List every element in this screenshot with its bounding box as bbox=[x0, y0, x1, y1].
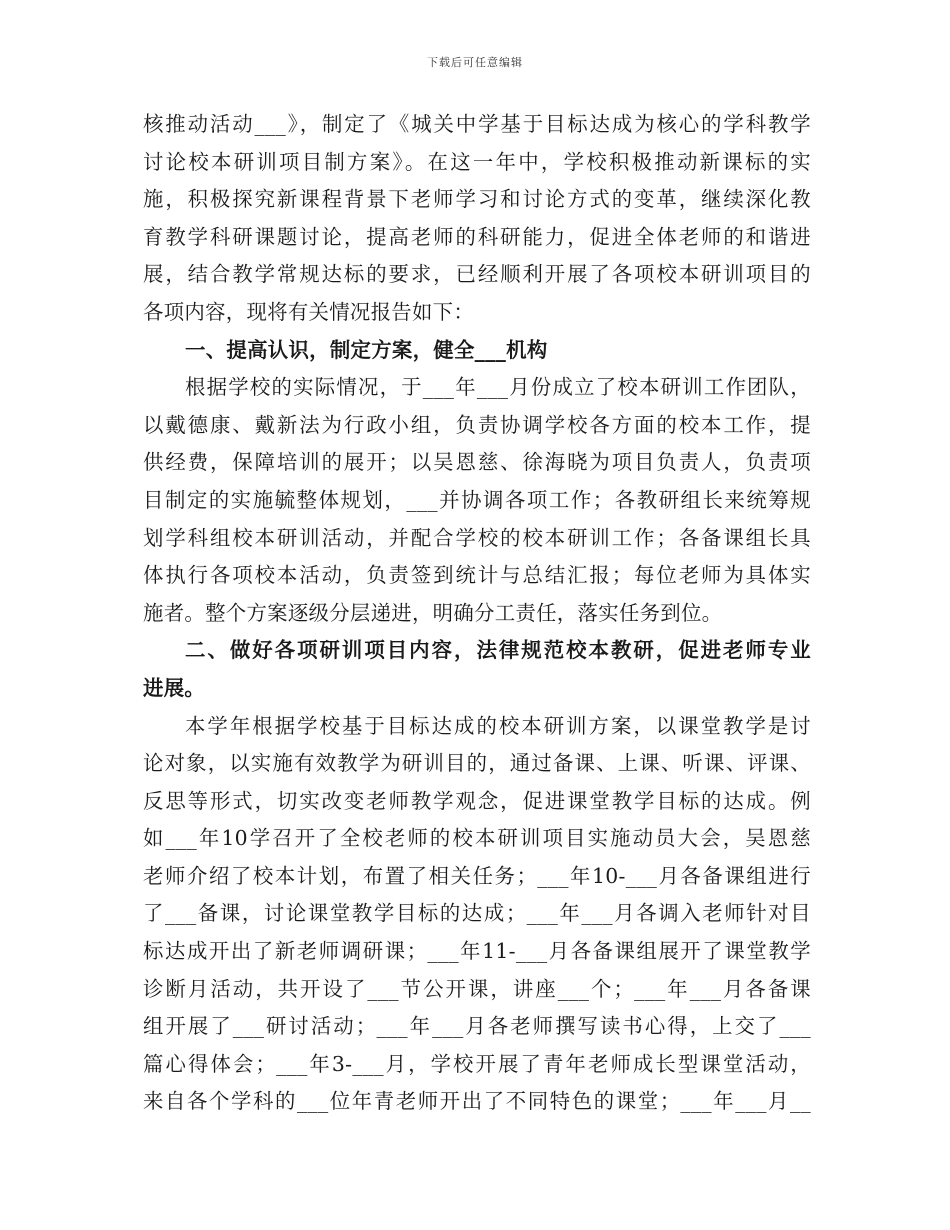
section-heading-line: 进展。 bbox=[143, 675, 206, 700]
paragraph-line: 标达成开出了新老师调研课；___年11-___月各备课组展开了课堂教学 bbox=[143, 939, 811, 964]
paragraph-line: 组开展了___研讨活动；___年___月各老师撰写读书心得，上交了___ bbox=[143, 1014, 811, 1039]
paragraph-line: 了___备课，讨论课堂教学目标的达成；___年___月各调入老师针对目 bbox=[143, 901, 811, 926]
paragraph-line: 划学科组校本研训活动，并配合学校的校本研训工作；各备课组长具 bbox=[143, 525, 811, 550]
paragraph-line: 施，积极探究新课程背景下老师学习和讨论方式的变革，继续深化教 bbox=[143, 187, 811, 212]
paragraph-line: 展，结合教学常规达标的要求，已经顺利开展了各项校本研训项目的 bbox=[143, 262, 811, 287]
paragraph-line: 来自各个学科的___位年青老师开出了不同特色的课堂；___年___月__ bbox=[143, 1089, 811, 1114]
paragraph-line: 根据学校的实际情况，于___年___月份成立了校本研训工作团队， bbox=[185, 375, 811, 400]
paragraph-line: 施者。整个方案逐级分层递进，明确分工责任，落实任务到位。 bbox=[143, 600, 723, 625]
paragraph-line: 老师介绍了校本计划，布置了相关任务；___年10-___月各备课组进行 bbox=[143, 863, 811, 888]
paragraph-line: 讨论校本研训项目制方案》。在这一年中，学校积极推动新课标的实 bbox=[143, 149, 811, 174]
paragraph-line: 核推动活动___》，制定了《城关中学基于目标达成为核心的学科教学 bbox=[143, 112, 811, 136]
paragraph-line: 本学年根据学校基于目标达成的校本研训方案，以课堂教学是讨 bbox=[185, 713, 811, 738]
paragraph-line: 以戴德康、戴新法为行政小组，负责协调学校各方面的校本工作，提 bbox=[143, 412, 811, 437]
section-heading-line: 一、提高认识，制定方案，健全___机构 bbox=[185, 337, 548, 362]
paragraph-line: 育教学科研课题讨论，提高老师的科研能力，促进全体老师的和谐进 bbox=[143, 224, 811, 249]
paragraph-line: 如___年10学召开了全校老师的校本研训项目实施动员大会，吴恩慈 bbox=[143, 826, 811, 851]
paragraph-line: 篇心得体会；___年3-___月，学校开展了青年老师成长型课堂活动， bbox=[143, 1051, 811, 1076]
paragraph-line: 供经费，保障培训的展开；以吴恩慈、徐海晓为项目负责人，负责项 bbox=[143, 450, 811, 475]
paragraph-line: 反思等形式，切实改变老师教学观念，促进课堂教学目标的达成。例 bbox=[143, 788, 811, 813]
paragraph-line: 各项内容，现将有关情况报告如下： bbox=[143, 299, 475, 324]
paragraph-line: 论对象，以实施有效教学为研训目的，通过备课、上课、听课、评课、 bbox=[143, 751, 811, 776]
page-header-note: 下载后可任意编辑 bbox=[427, 56, 523, 69]
section-heading-line: 二、做好各项研训项目内容，法律规范校本教研，促进老师专业 bbox=[185, 638, 811, 663]
paragraph-line: 诊断月活动，共开设了___节公开课，讲座___个；___年___月各备课 bbox=[143, 976, 811, 1001]
paragraph-line: 体执行各项校本活动，负责签到统计与总结汇报；每位老师为具体实 bbox=[143, 563, 811, 588]
document-body bbox=[143, 106, 811, 1121]
paragraph-line: 目制定的实施毓整体规划，___并协调各项工作；各教研组长来统筹规 bbox=[143, 487, 811, 512]
